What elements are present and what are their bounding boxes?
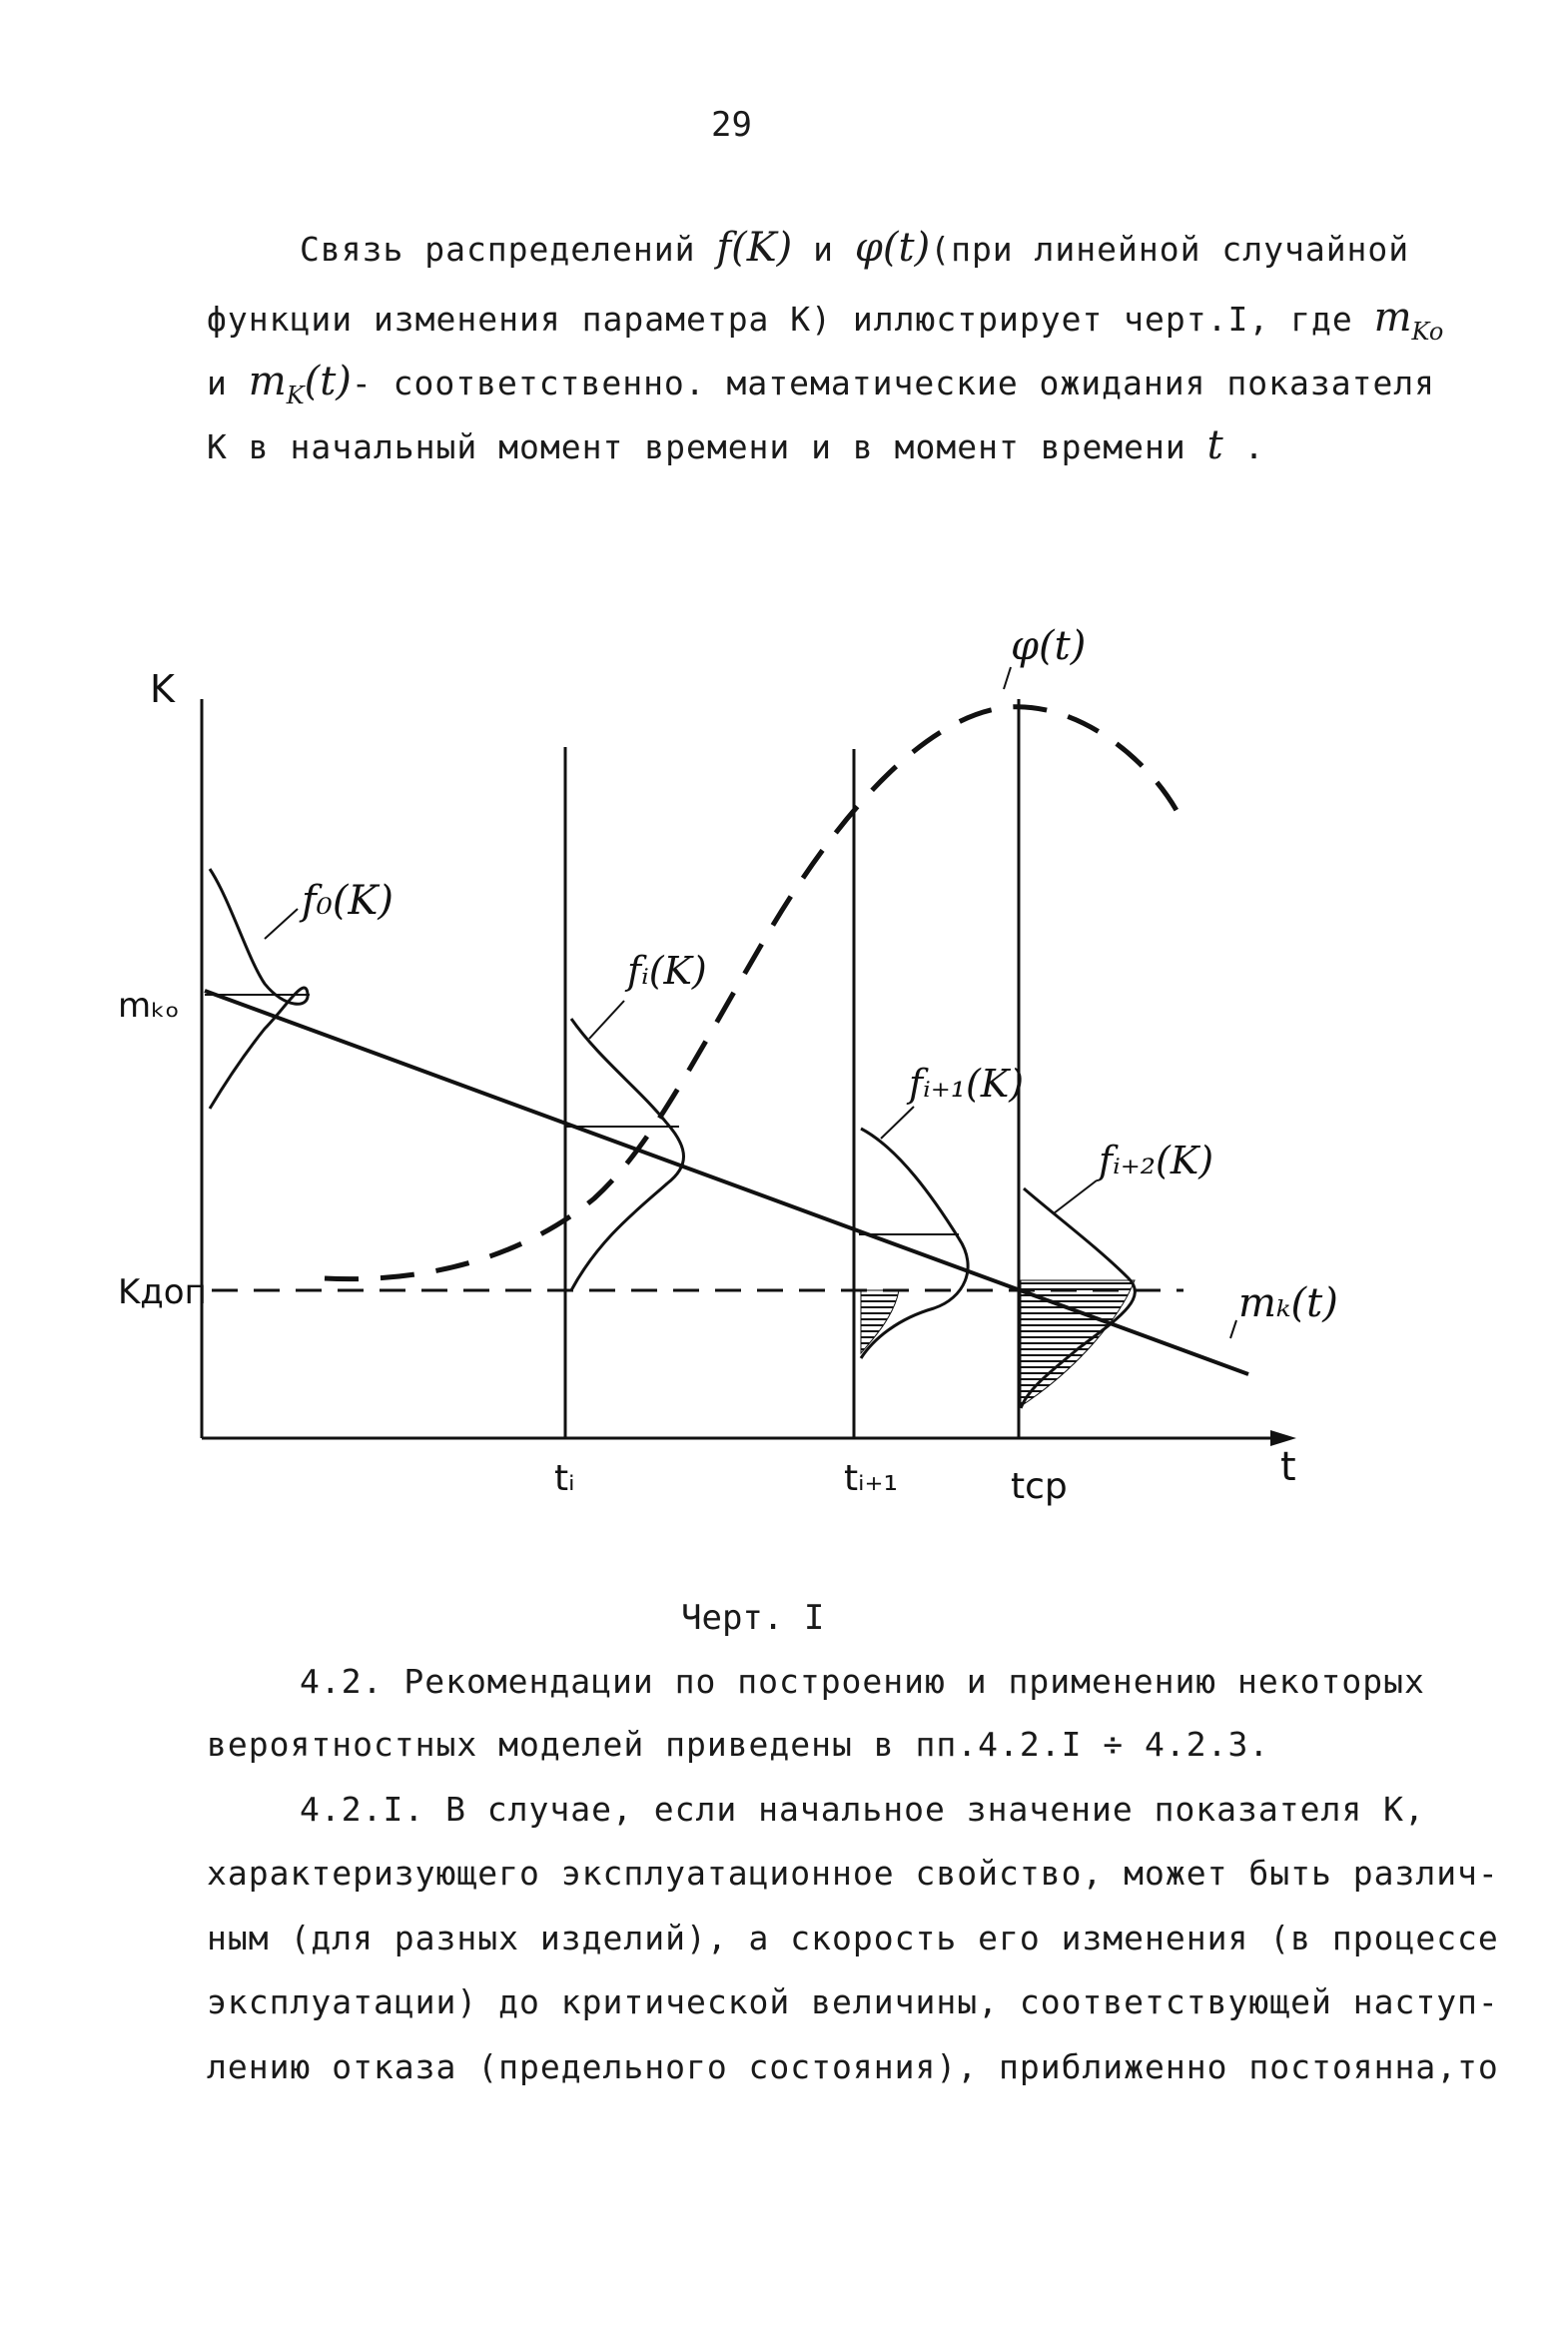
fi-label: fᵢ(K) <box>627 949 707 993</box>
ti1-label: tᵢ₊₁ <box>844 1458 898 1499</box>
figure-caption: Черт. I <box>681 1598 825 1638</box>
fi2-label: fᵢ₊₂(K) <box>1099 1139 1214 1182</box>
mk-leader <box>1230 1320 1236 1338</box>
formula-t: t <box>1206 422 1223 468</box>
intro-text: - соответственно. математические ожидания показателя <box>351 364 1436 402</box>
page-number: 29 <box>711 105 752 145</box>
mk-line <box>205 991 1248 1374</box>
intro-text: и <box>813 230 835 269</box>
ti-label: tᵢ <box>554 1458 575 1499</box>
fi-curve <box>571 1019 684 1290</box>
phi-leader <box>1004 667 1011 689</box>
intro-text: и <box>207 364 228 402</box>
f0-leader <box>265 909 298 939</box>
intro-text: функции изменения параметра К) иллюстрирует черт.I, где <box>207 300 1353 339</box>
tcp-label: tср <box>1011 1466 1068 1507</box>
fi-leader <box>589 1001 624 1039</box>
body-line: 4.2.I. В случае, если начальное значение показателя К, <box>300 1790 1425 1829</box>
body-line: вероятностных моделей приведены в пп.4.2.I ÷ 4.2.3. <box>207 1725 1270 1764</box>
axis-t-label: t <box>1280 1444 1296 1490</box>
f0-curve <box>210 869 308 1109</box>
formula-f-k: f(K) <box>716 225 793 271</box>
body-line: 4.2. Рекомендации по построению и применению некоторых <box>300 1662 1425 1701</box>
shaded-area-tcp <box>1021 1280 1135 1406</box>
fi1-leader <box>881 1107 914 1139</box>
kdop-label: Kдоп <box>118 1272 207 1312</box>
shaded-area-ti1 <box>861 1290 899 1353</box>
intro-text: Связь распределений <box>300 230 696 269</box>
body-line: характеризующего эксплуатационное свойство, может быть различ- <box>207 1854 1499 1893</box>
axis-k-label: K <box>150 667 175 711</box>
formula-m-k0: $m_{Ko}$ <box>1373 295 1444 346</box>
f0-label: f₀(K) <box>302 878 393 924</box>
intro-text: (при линейной случайной <box>930 230 1410 269</box>
fi2-leader <box>1054 1180 1097 1213</box>
phi-label: φ(t) <box>1011 623 1087 669</box>
body-line: эксплуатации) до критической величины, соответствующей наступ- <box>207 1982 1499 2021</box>
formula-m-kt: $m_K(t)$ <box>248 359 352 409</box>
fi1-label: fᵢ₊₁(K) <box>909 1062 1025 1106</box>
body-line: ным (для разных изделий), а скорость его изменения (в процессе <box>207 1919 1499 1957</box>
formula-phi-t: φ(t) <box>854 225 931 271</box>
body-line: лению отказа (предельного состояния), приближенно постоянна,то <box>207 2047 1499 2086</box>
mk0-label: mₖₒ <box>118 986 180 1026</box>
intro-text: К в начальный момент времени и в момент времени <box>207 427 1186 466</box>
mkt-label: mₖ(t) <box>1238 1280 1338 1326</box>
intro-text: . <box>1243 427 1265 466</box>
